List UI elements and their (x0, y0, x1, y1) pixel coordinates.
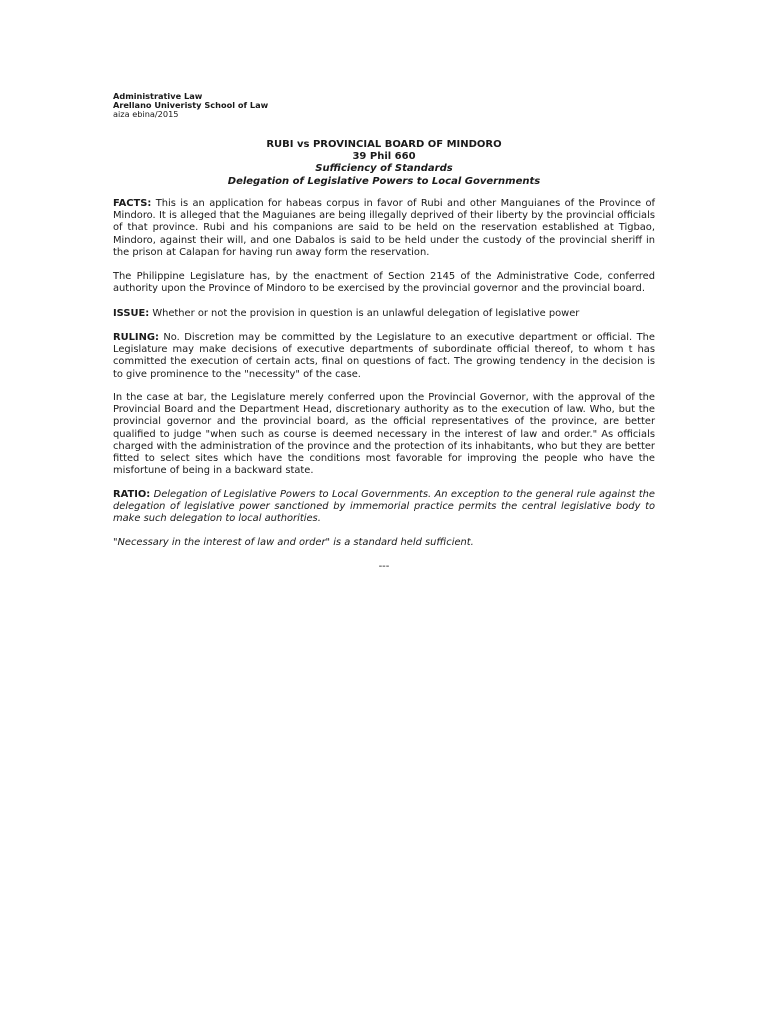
case-at-bar-text: In the case at bar, the Legislature merely conferred upon the Provincial Governor, with the approval of the Provincial Board and the Department Head, discretionary authority as to the execution of law. Who, but the provincial governor and the provincial board, as the official representatives of the province, are better qualified to judge "when such as course is deemed necessary in the interest of law and order." As officials charged with the administration of the province and the protection of its inhabitants, who but they are better fitted to select sites which have the conditions most favorable for improving the people who have the misfortune of being in a backward state. (113, 392, 655, 477)
title-block (0, 139, 768, 188)
legislature-paragraph (113, 271, 655, 295)
document-header (113, 92, 268, 120)
case-subtopic: Delegation of Legislative Powers to Local Governments (227, 175, 541, 187)
issue-paragraph (113, 308, 655, 320)
facts-text: This is an application for habeas corpus in favor of Rubi and other Manguianes of the Province of Mindoro. It is alleged that the Maguianes are being illegally deprived of their liberty by the provincial officials of that province. Rubi and his companions are said to be held on the reservation established at Tigbao, Mindoro, against their will, and one Dabalos is said to be held under the custody of the provincial sheriff in the prison at Calapan for having run away form the reservation. (113, 198, 655, 258)
case-citation: 39 Phil 660 (352, 151, 416, 163)
case-at-bar-paragraph (113, 392, 655, 477)
issue-text: Whether or not the provision in question is an unlawful delegation of legislative power (152, 308, 580, 319)
end-separator: --- (378, 561, 390, 572)
ratio-label: RATIO: (113, 489, 151, 500)
legislature-text: The Philippine Legislature has, by the enactment of Section 2145 of the Administrative Code, conferred authority upon the Province of Mindoro to be exercised by the provincial governor and the provincial board. (113, 271, 655, 295)
case-name: RUBI vs PROVINCIAL BOARD OF MINDORO (266, 139, 502, 150)
ratio-text: Delegation of Legislative Powers to Local Governments. An exception to the general rule against the delegation of legislative power sanctioned by immemorial practice permits the central legislative body to make such delegation to local authorities. (113, 489, 655, 525)
standard-paragraph (113, 537, 655, 549)
facts-label: FACTS: (113, 198, 152, 209)
school-name: Arellano Univeristy School of Law (113, 100, 269, 111)
course-name: Administrative Law (113, 91, 203, 101)
facts-paragraph (113, 198, 655, 259)
ratio-paragraph (113, 489, 655, 526)
standard-text: "Necessary in the interest of law and order" is a standard held sufficient. (113, 537, 474, 548)
issue-label: ISSUE: (113, 308, 150, 319)
ruling-text: No. Discretion may be committed by the Legislature to an executive department or official. The Legislature may make decisions of executive departments of subordinate official thereof, to whom t has committed the execution of certain acts, final on questions of fact. The growing tendency in the decision is to give prominence to the "necessity" of the case. (113, 332, 655, 380)
case-topic: Sufficiency of Standards (315, 163, 453, 175)
author-line: aiza ebina/2015 (113, 109, 179, 120)
ruling-paragraph (113, 332, 655, 381)
ruling-label: RULING: (113, 332, 159, 343)
